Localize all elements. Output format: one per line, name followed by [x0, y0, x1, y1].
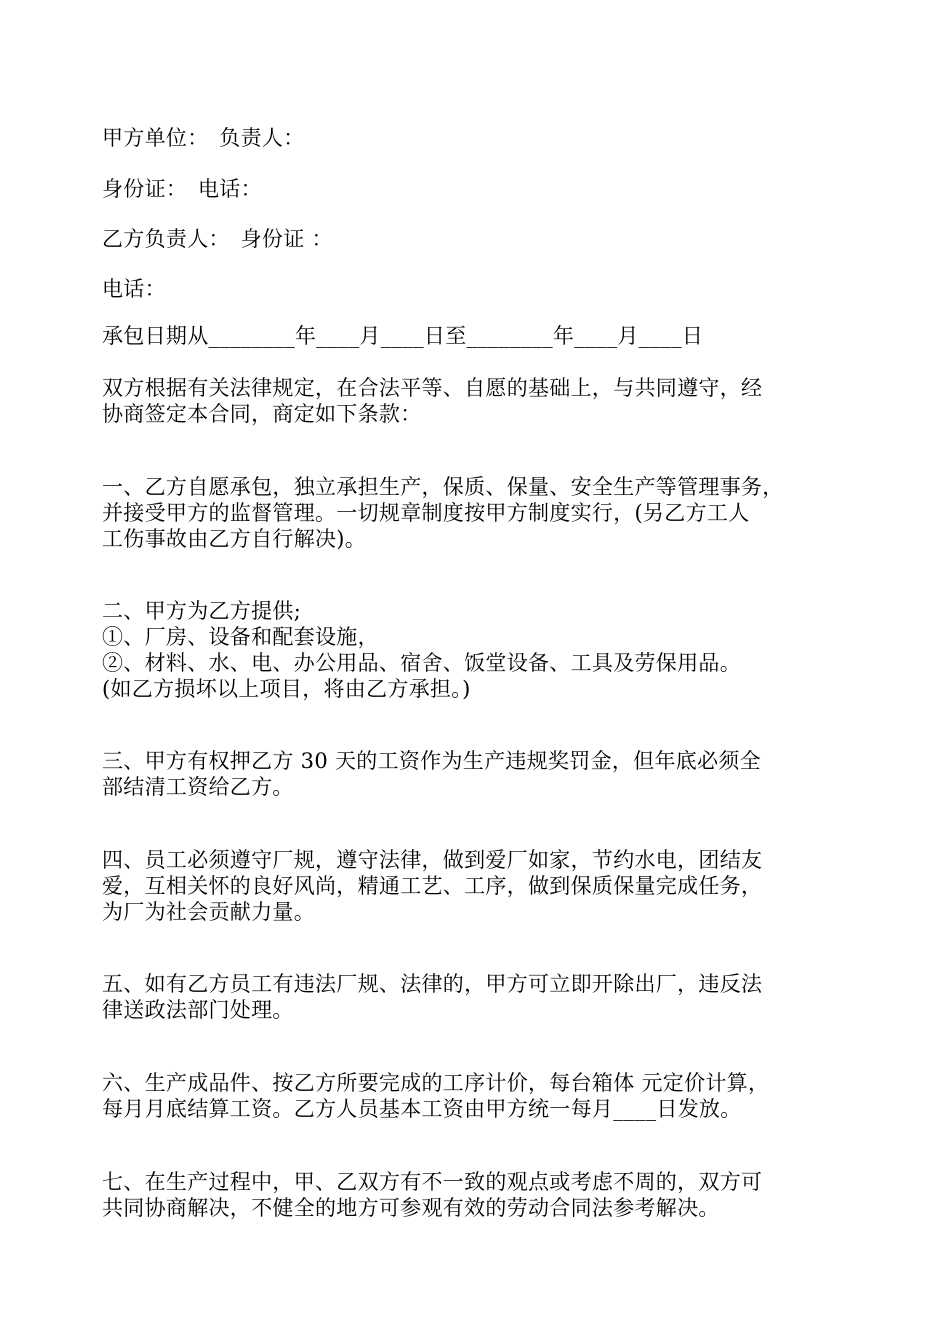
clause-7-line-2: 共同协商解决，不健全的地方可参观有效的劳动合同法参考解决。: [102, 1196, 720, 1220]
clause-4-line-1: 四、员工必须遵守厂规，遵守法律，做到爱厂如家，节约水电，团结友: [102, 848, 763, 872]
clause-2-line-4: (如乙方损坏以上项目，将由乙方承担。): [102, 677, 471, 701]
clause-2-line-2: ①、厂房、设备和配套设施，: [102, 625, 379, 649]
id-phone-a-line: 身份证： 电话：: [102, 177, 262, 201]
party-a-line: 甲方单位： 负责人：: [102, 126, 305, 150]
intro-line-1: 双方根据有关法律规定，在合法平等、自愿的基础上，与共同遵守，经: [102, 376, 763, 400]
clause-1-line-2: 并接受甲方的监督管理。一切规章制度按甲方制度实行，(另乙方工人: [102, 501, 750, 525]
clause-5-line-2: 律送政法部门处理。: [102, 998, 294, 1022]
clause-4-line-3: 为厂为社会贡献力量。: [102, 900, 315, 924]
clause-3-line-2: 部结清工资给乙方。: [102, 775, 294, 799]
clause-6-line-1: 六、生产成品件、按乙方所要完成的工序计价，每台箱体 元定价计算，: [102, 1071, 770, 1095]
clause-5-line-1: 五、如有乙方员工有违法厂规、法律的，甲方可立即开除出厂，违反法: [102, 972, 763, 996]
intro-line-2: 协商签定本合同，商定如下条款：: [102, 402, 422, 426]
clause-7-line-1: 七、在生产过程中，甲、乙双方有不一致的观点或考虑不周的，双方可: [102, 1170, 763, 1194]
phone-b-line: 电话：: [102, 277, 166, 301]
contract-date-range: 承包日期从________年____月____日至________年____月____日: [102, 324, 704, 348]
clause-3-line-1: 三、甲方有权押乙方 30 天的工资作为生产违规奖罚金，但年底必须全: [102, 749, 761, 773]
party-b-line: 乙方负责人： 身份证 ：: [102, 227, 333, 251]
clause-1-line-1: 一、乙方自愿承包，独立承担生产，保质、保量、安全生产等管理事务，: [102, 475, 784, 499]
clause-4-line-2: 爱，互相关怀的良好风尚，精通工艺、工序，做到保质保量完成任务，: [102, 874, 763, 898]
clause-2-line-1: 二、甲方为乙方提供;: [102, 599, 302, 623]
clause-2-line-3: ②、材料、水、电、办公用品、宿舍、饭堂设备、工具及劳保用品。: [102, 651, 741, 675]
clause-1-line-3: 工伤事故由乙方自行解决)。: [102, 527, 367, 551]
clause-6-line-2: 每月月底结算工资。乙方人员基本工资由甲方统一每月____日发放。: [102, 1097, 742, 1121]
